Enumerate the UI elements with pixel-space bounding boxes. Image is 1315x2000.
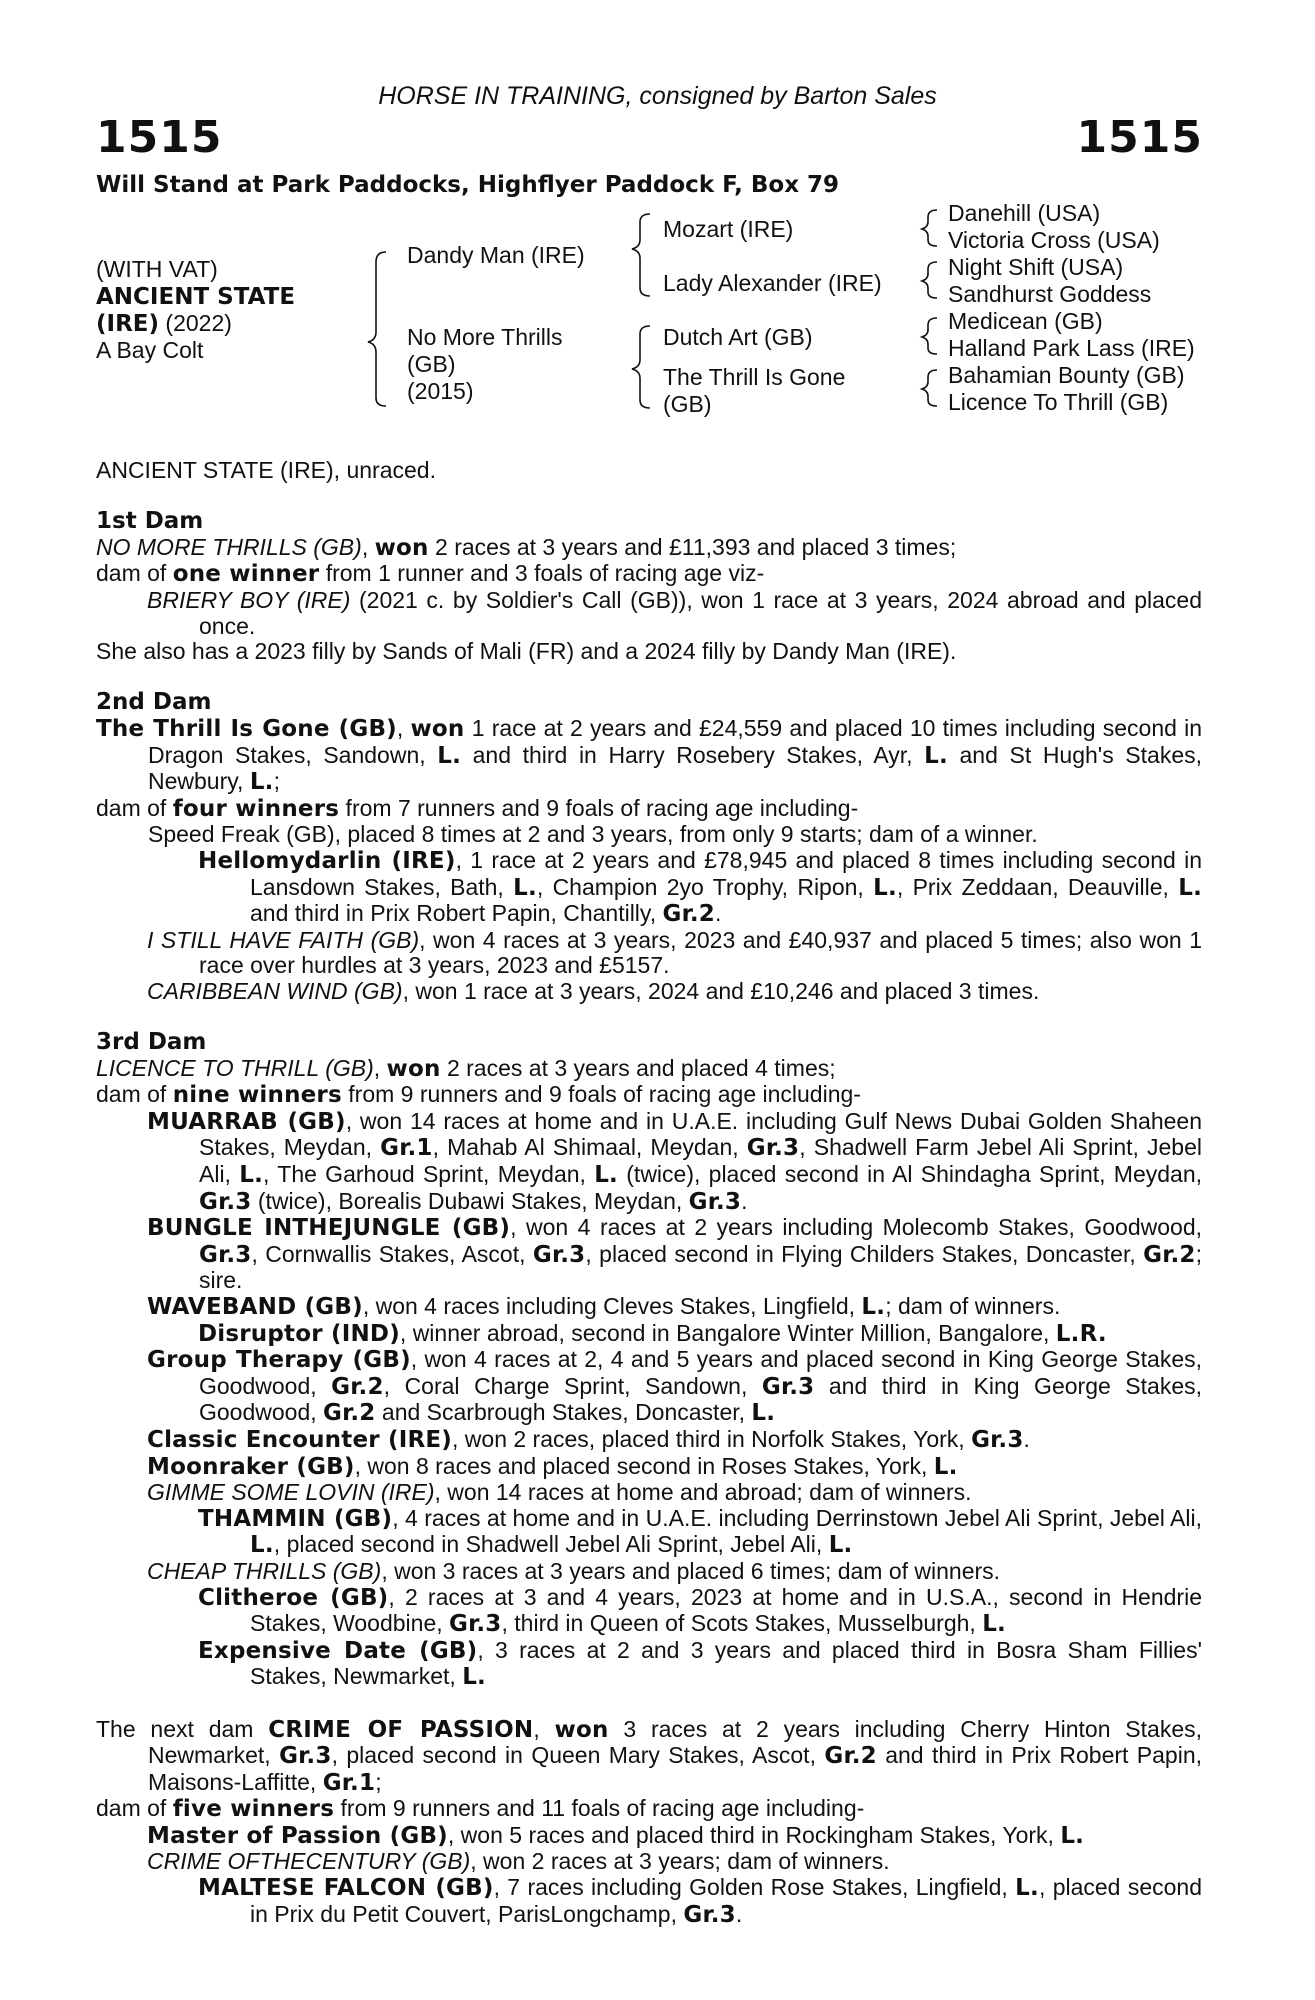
text-run: , won 4 races at 2 years including Molecomb Stakes, Goodwood,: [510, 1214, 1202, 1241]
text-run: Gr.3: [449, 1611, 502, 1638]
text-run: , won 3 races at 3 years and placed 6 times; dam of winners.: [381, 1557, 1001, 1584]
text-run: , 4 races at home and in U.A.E. including Derrinstown Jebel Ali Sprint, Jebel Ali,: [392, 1504, 1202, 1531]
text-run: MALTESE FALCON (GB): [198, 1875, 494, 1902]
text-run: and third in Prix Robert Papin, Maisons-Laffitte,: [148, 1742, 1202, 1795]
text-run: and St Hugh's Stakes, Newbury,: [148, 741, 1202, 795]
text-run: Gr.1: [322, 1769, 376, 1796]
text-run: dam of: [96, 1081, 173, 1108]
text-run: Gr.3: [279, 1743, 332, 1770]
next-dam-record: [96, 1717, 1202, 1797]
text-run: MUARRAB (GB): [147, 1108, 346, 1135]
catalogue-body: [96, 458, 1202, 1928]
horse-name-year: [96, 310, 232, 338]
catalogue-subtitle: HORSE IN TRAINING, consigned by Barton Sales: [378, 82, 937, 110]
text-run: and Scarbrough Stakes, Doncaster,: [375, 1399, 752, 1426]
text-run: Gr.1: [380, 1135, 433, 1162]
text-run: ; dam of winners.: [885, 1293, 1061, 1319]
text-run: L.: [513, 874, 537, 901]
sire-sire: Mozart (IRE): [663, 216, 794, 242]
text-run: and third in Harry Rosebery Stakes, Ayr,: [461, 741, 925, 768]
dam-dam-dam: Licence To Thrill (GB): [948, 389, 1169, 415]
text-run: L.: [873, 874, 897, 901]
first-dam-record: [96, 535, 1202, 562]
text-run: Gr.3: [532, 1241, 586, 1268]
third-dam-grandprogeny-3: [96, 1585, 1202, 1638]
text-run: Gr.3: [199, 1188, 252, 1215]
text-run: L.: [239, 1162, 264, 1189]
text-run: , 1 race at 2 years and £78,945 and placed 8 times including second in Lansdown Stakes, Bath,: [250, 846, 1202, 900]
text-run: ;: [273, 768, 281, 795]
next-dam-grandprogeny-1: [96, 1875, 1202, 1928]
text-run: WAVEBAND (GB): [147, 1294, 363, 1320]
text-run: dam of: [96, 794, 173, 821]
text-run: , 3 races at 2 and 3 years and placed third in Bosra Sham Fillies' Stakes, Newmarket,: [250, 1636, 1202, 1690]
text-run: from 7 runners and 9 foals of racing age including-: [339, 794, 859, 821]
first-dam-produce-summary: [96, 561, 1202, 588]
text-run: L.R.: [1055, 1320, 1107, 1347]
second-dam-progeny-1: [96, 822, 1202, 848]
third-dam-heading: 3rd Dam: [96, 1029, 207, 1056]
text-run: ,: [533, 1715, 555, 1742]
text-run: ; sire.: [199, 1240, 1202, 1294]
text-run: Speed Freak (GB), placed 8 times at 2 and 3 years, from only 9 starts; dam of a winner.: [148, 821, 1038, 848]
text-run: , winner abroad, second in Bangalore Winter Million, Bangalore,: [399, 1319, 1056, 1346]
text-run: from 9 runners and 9 foals of racing age including-: [341, 1081, 861, 1108]
text-run: from 9 runners and 11 foals of racing age including-: [334, 1795, 865, 1822]
text-run: L.: [751, 1400, 776, 1427]
text-run: , won 14 races at home and in U.A.E. including Gulf News Dubai Golden Shaheen Stakes, Meydan,: [199, 1107, 1203, 1161]
third-dam-progeny-6: [96, 1454, 1202, 1481]
second-dam-progeny-2: [96, 928, 1202, 979]
intro-line: ANCIENT STATE (IRE), unraced.: [96, 457, 436, 483]
third-dam-grandprogeny-1: [96, 1321, 1202, 1348]
first-dam-note: [96, 639, 1202, 665]
text-run: L.: [1015, 1875, 1039, 1902]
text-run: 3 races at 2 years including Cherry Hinton Stakes, Newmarket,: [148, 1715, 1203, 1769]
second-dam-grandprogeny-1: [96, 848, 1202, 928]
text-run: , The Garhoud Sprint, Meydan,: [263, 1161, 595, 1188]
text-run: L.: [462, 1664, 486, 1691]
text-run: L.: [828, 1532, 853, 1559]
text-run: , won 2 races, placed third in Norfolk Stakes, York,: [452, 1425, 972, 1452]
text-run: four winners: [172, 795, 340, 822]
sire: Dandy Man (IRE): [407, 242, 585, 268]
text-run: nine winners: [172, 1082, 342, 1109]
text-run: THAMMIN (GB): [198, 1505, 393, 1532]
text-run: , won 8 races and placed second in Roses Stakes, York,: [354, 1452, 934, 1479]
third-dam-progeny-7: [96, 1480, 1202, 1506]
text-run: , won 5 races and placed third in Rockingham Stakes, York,: [447, 1821, 1061, 1848]
text-run: won: [554, 1716, 609, 1743]
second-dam-heading: 2nd Dam: [96, 689, 212, 716]
first-dam-progeny-1: [96, 588, 1202, 639]
text-run: dam of: [96, 1795, 173, 1822]
vat-note: (WITH VAT): [96, 256, 218, 282]
third-dam-progeny-4: [96, 1347, 1202, 1427]
lot-number-right: 1515: [1076, 112, 1203, 163]
text-run: Disruptor (IND): [198, 1320, 400, 1347]
text-run: .: [714, 900, 722, 927]
dam-dam-line1: The Thrill Is Gone: [663, 364, 846, 390]
text-run: (twice), Borealis Dubawi Stakes, Meydan,: [251, 1187, 689, 1214]
text-run: Moonraker (GB): [147, 1453, 355, 1480]
horse-name-line1: ANCIENT STATE: [96, 284, 296, 310]
text-run: , placed second in Queen Mary Stakes, Ascot,: [331, 1742, 825, 1769]
text-run: won: [410, 715, 465, 742]
text-run: Gr.3: [761, 1373, 815, 1400]
text-run: , Mahab Al Shimaal, Meydan,: [432, 1134, 747, 1161]
text-run: , won 1 race at 3 years, 2024 and £10,246 and placed 3 times.: [402, 977, 1040, 1004]
text-run: The Thrill Is Gone (GB): [96, 715, 397, 742]
text-run: BRIERY BOY (IRE): [147, 586, 351, 613]
text-run: Gr.2: [1143, 1241, 1196, 1268]
text-run: , won 2 races at 3 years; dam of winners.: [470, 1848, 890, 1875]
lot-number-left: 1515: [96, 112, 223, 163]
text-run: Master of Passion (GB): [147, 1822, 448, 1849]
text-run: ,: [396, 714, 411, 741]
text-run: (twice), placed second in Al Shindagha Sprint, Meydan,: [618, 1161, 1202, 1188]
text-run: The next dam: [96, 1715, 269, 1742]
text-run: L.: [1060, 1822, 1085, 1849]
text-run: Gr.3: [683, 1901, 736, 1928]
stand-location: Will Stand at Park Paddocks, Highflyer Paddock F, Box 79: [96, 172, 840, 198]
text-run: Gr.3: [746, 1135, 800, 1162]
text-run: Classic Encounter (IRE): [147, 1426, 453, 1453]
text-run: 2 races at 3 years and £11,393 and placed 3 times;: [428, 533, 957, 560]
text-run: L.: [1178, 874, 1203, 901]
text-run: , Coral Charge Sprint, Sandown,: [383, 1372, 762, 1399]
text-run: I STILL HAVE FAITH (GB): [147, 926, 420, 953]
text-run: CRIME OF PASSION: [268, 1716, 534, 1743]
text-run: , placed second in Prix du Petit Couvert, ParisLongchamp,: [250, 1874, 1202, 1927]
text-run: , 7 races including Golden Rose Stakes, Lingfield,: [493, 1874, 1016, 1901]
horse-name: [96, 283, 295, 311]
text-run: .: [741, 1187, 748, 1214]
third-dam-grandprogeny-2: [96, 1506, 1202, 1559]
text-run: CRIME OFTHECENTURY (GB): [147, 1848, 471, 1875]
text-run: won: [374, 534, 429, 561]
text-run: .: [735, 1900, 743, 1927]
text-run: from 1 runner and 3 foals of racing age viz-: [319, 560, 765, 587]
foaling-year: (2022): [159, 310, 232, 336]
text-run: 2 races at 3 years and placed 4 times;: [440, 1054, 836, 1081]
text-run: L.: [924, 742, 948, 769]
third-dam-record: [96, 1056, 1202, 1083]
text-run: L.: [249, 769, 274, 796]
dam-dam-line2: (GB): [663, 391, 712, 417]
text-run: five winners: [172, 1796, 335, 1823]
dam-sire-sire: Medicean (GB): [948, 308, 1103, 334]
third-dam-produce-summary: [96, 1082, 1202, 1109]
text-run: L.: [594, 1162, 618, 1189]
text-run: , 2 races at 3 and 4 years, 2023 at home and in U.S.A., second in Hendrie Stakes, Woodbine,: [250, 1583, 1202, 1637]
dam-sire: Dutch Art (GB): [663, 324, 813, 350]
text-run: .: [1023, 1425, 1030, 1452]
text-run: , Prix Zeddaan, Deauville,: [896, 873, 1179, 900]
sire-sire-sire: Danehill (USA): [948, 200, 1101, 226]
text-run: ;: [375, 1768, 382, 1795]
text-run: , Champion 2yo Trophy, Ripon,: [536, 873, 874, 900]
horse-name-line2: (IRE): [96, 311, 160, 337]
text-run: L.: [437, 742, 462, 769]
sire-dam-dam: Sandhurst Goddess: [948, 281, 1152, 307]
text-run: , third in Queen of Scots Stakes, Musselburgh,: [501, 1610, 983, 1637]
text-run: , won 4 races including Cleves Stakes, Lingfield,: [362, 1293, 862, 1319]
horse-description: A Bay Colt: [96, 337, 204, 363]
dam-line3: (2015): [407, 378, 474, 404]
second-dam-record: [96, 716, 1202, 796]
text-run: and third in Prix Robert Papin, Chantilly,: [250, 900, 663, 927]
text-run: Group Therapy (GB): [147, 1347, 411, 1374]
text-run: , Cornwallis Stakes, Ascot,: [251, 1240, 533, 1267]
text-run: ,: [361, 533, 375, 560]
text-run: (2021 c. by Soldier's Call (GB)), won 1 race at 3 years, 2024 abroad and placed once.: [199, 586, 1202, 639]
third-dam-progeny-3: [96, 1294, 1202, 1321]
text-run: one winner: [172, 561, 320, 588]
text-run: , won 4 races at 2, 4 and 5 years and placed second in King George Stakes, Goodwood,: [199, 1346, 1202, 1399]
text-run: dam of: [96, 560, 173, 587]
text-run: L.: [861, 1294, 886, 1320]
text-run: , won 14 races at home and abroad; dam of winners.: [434, 1479, 972, 1506]
text-run: CARIBBEAN WIND (GB): [147, 977, 403, 1004]
text-run: Gr.2: [662, 901, 715, 928]
text-run: LICENCE TO THRILL (GB): [96, 1054, 374, 1081]
third-dam-progeny-5: [96, 1427, 1202, 1454]
text-run: Gr.3: [199, 1241, 252, 1268]
next-dam-progeny-2: [96, 1849, 1202, 1875]
third-dam-grandprogeny-4: [96, 1638, 1202, 1691]
text-run: , Shadwell Farm Jebel Ali Sprint, Jebel Ali,: [199, 1134, 1202, 1188]
text-run: She also has a 2023 filly by Sands of Mali (FR) and a 2024 filly by Dandy Man (IRE).: [96, 638, 957, 665]
dam-sire-dam: Halland Park Lass (IRE): [948, 335, 1195, 361]
text-run: , placed second in Shadwell Jebel Ali Sprint, Jebel Ali,: [273, 1531, 829, 1558]
text-run: 1 race at 2 years and £24,559 and placed 10 times including second in Dragon Stakes, Sandown,: [148, 714, 1203, 768]
dam-line1: No More Thrills: [407, 324, 563, 350]
text-run: Gr.3: [971, 1426, 1024, 1453]
first-dam-heading: 1st Dam: [96, 508, 204, 535]
text-run: GIMME SOME LOVIN (IRE): [147, 1479, 435, 1506]
text-run: ,: [373, 1054, 387, 1081]
text-run: Gr.2: [824, 1743, 877, 1770]
sire-dam-sire: Night Shift (USA): [948, 254, 1124, 280]
third-dam-progeny-1: [96, 1109, 1202, 1215]
second-dam-produce-summary: [96, 796, 1202, 823]
dam-line2: (GB): [407, 351, 456, 377]
text-run: Gr.2: [331, 1373, 384, 1400]
next-dam-produce-summary: [96, 1796, 1202, 1823]
text-run: L.: [933, 1453, 958, 1480]
text-run: L.: [250, 1532, 274, 1559]
text-run: , won 4 races at 3 years, 2023 and £40,937 and placed 5 times; also won 1 race over hurdles at 3 years, 2023 and £5157.: [199, 926, 1203, 979]
text-run: Hellomydarlin (IRE): [198, 847, 456, 874]
sire-sire-dam: Victoria Cross (USA): [948, 227, 1160, 253]
third-dam-progeny-2: [96, 1215, 1202, 1294]
text-run: L.: [982, 1611, 1006, 1638]
text-run: , placed second in Flying Childers Stakes, Doncaster,: [585, 1240, 1144, 1267]
sire-dam: Lady Alexander (IRE): [663, 270, 882, 296]
text-run: Expensive Date (GB): [198, 1637, 478, 1664]
text-run: and third in King George Stakes, Goodwood,: [199, 1372, 1203, 1426]
text-run: CHEAP THRILLS (GB): [147, 1557, 382, 1584]
text-run: NO MORE THRILLS (GB): [96, 533, 362, 560]
dam-dam-sire: Bahamian Bounty (GB): [948, 362, 1185, 388]
next-dam-progeny-1: [96, 1823, 1202, 1850]
text-run: BUNGLE INTHEJUNGLE (GB): [147, 1215, 511, 1242]
text-run: Gr.3: [688, 1188, 742, 1215]
text-run: won: [386, 1055, 441, 1082]
third-dam-progeny-8: [96, 1559, 1202, 1585]
text-run: Clitheroe (GB): [198, 1584, 389, 1611]
text-run: Gr.2: [323, 1400, 376, 1427]
second-dam-progeny-3: [96, 979, 1202, 1005]
